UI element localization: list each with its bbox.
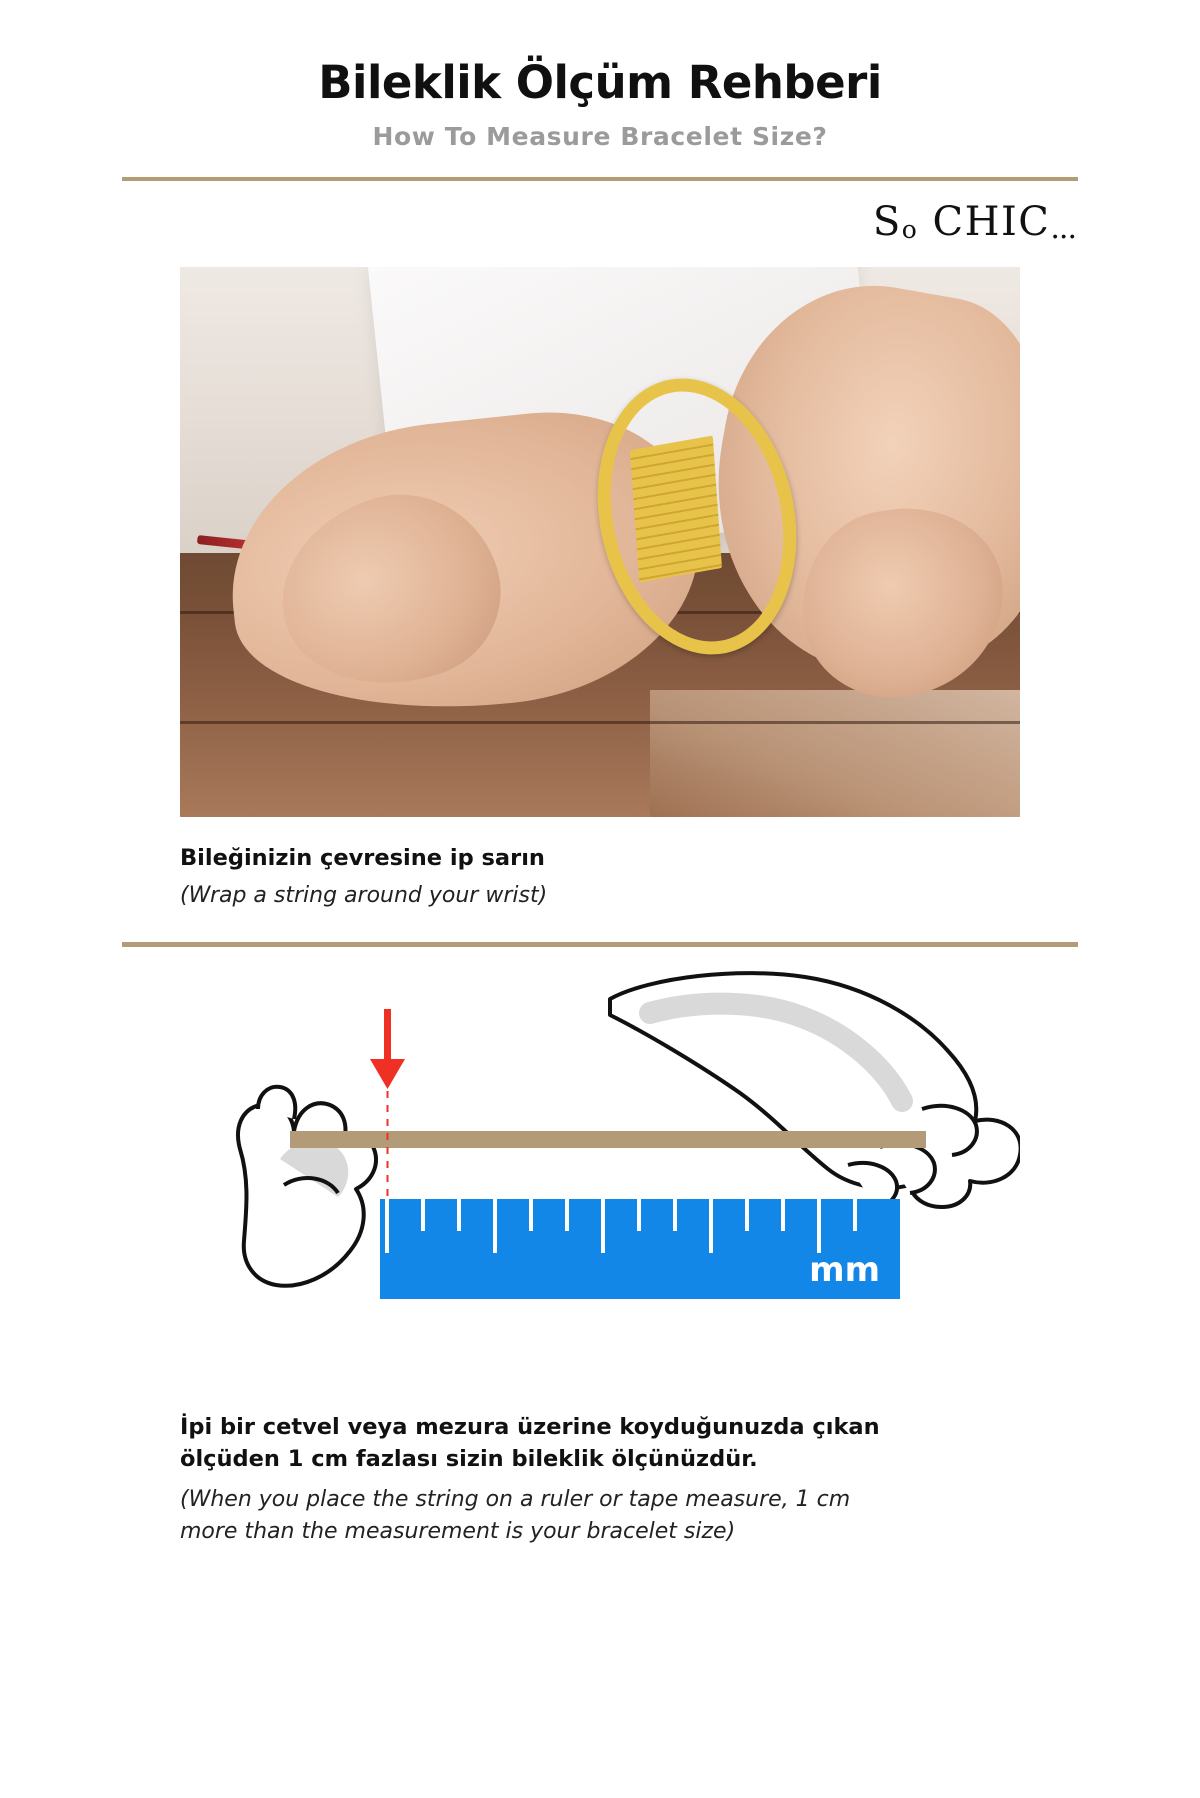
ruler-unit-label: mm	[809, 1249, 880, 1290]
wrist-measuring-photo	[180, 267, 1020, 817]
section-divider	[122, 942, 1078, 947]
step2-caption-tr-line1: İpi bir cetvel veya mezura üzerine koyduğunuzda çıkan	[180, 1413, 880, 1440]
step2-image-wrap	[180, 959, 1020, 1389]
step2-caption-tr-line2: ölçüden 1 cm fazlası sizin bileklik ölçünüzdür.	[180, 1446, 758, 1473]
brand-row	[120, 199, 1080, 245]
header-divider	[122, 177, 1078, 181]
step1-caption-block	[180, 843, 1020, 912]
diagram-string	[290, 1131, 926, 1148]
step2-caption-block	[180, 1411, 1020, 1608]
string-on-ruler-illustration	[180, 959, 1020, 1389]
ruler	[380, 1199, 900, 1299]
diagram-right-hand	[610, 973, 1020, 1207]
brand-dots: ...	[1050, 210, 1076, 246]
page-subtitle: How To Measure Bracelet Size?	[372, 121, 828, 151]
page-header	[0, 0, 1200, 181]
brand-part-1: S	[872, 198, 902, 245]
brand-part-3: CHIC	[918, 198, 1051, 245]
step1-caption-en: (Wrap a string around your wrist)	[180, 882, 548, 908]
brand-part-2: o	[901, 214, 919, 244]
brand-logo	[873, 199, 1076, 245]
step2-caption-en-line2: more than the measurement is your bracelet size)	[180, 1518, 736, 1544]
photo-light-plank	[650, 690, 1020, 817]
step2-caption-en-line1: (When you place the string on a ruler or tape measure, 1 cm	[180, 1486, 851, 1512]
page-title: Bileklik Ölçüm Rehberi	[318, 56, 882, 109]
diagram-left-hand	[238, 1086, 376, 1285]
step1-caption-tr: Bileğinizin çevresine ip sarın	[180, 844, 545, 871]
step1-image-wrap	[180, 267, 1020, 817]
